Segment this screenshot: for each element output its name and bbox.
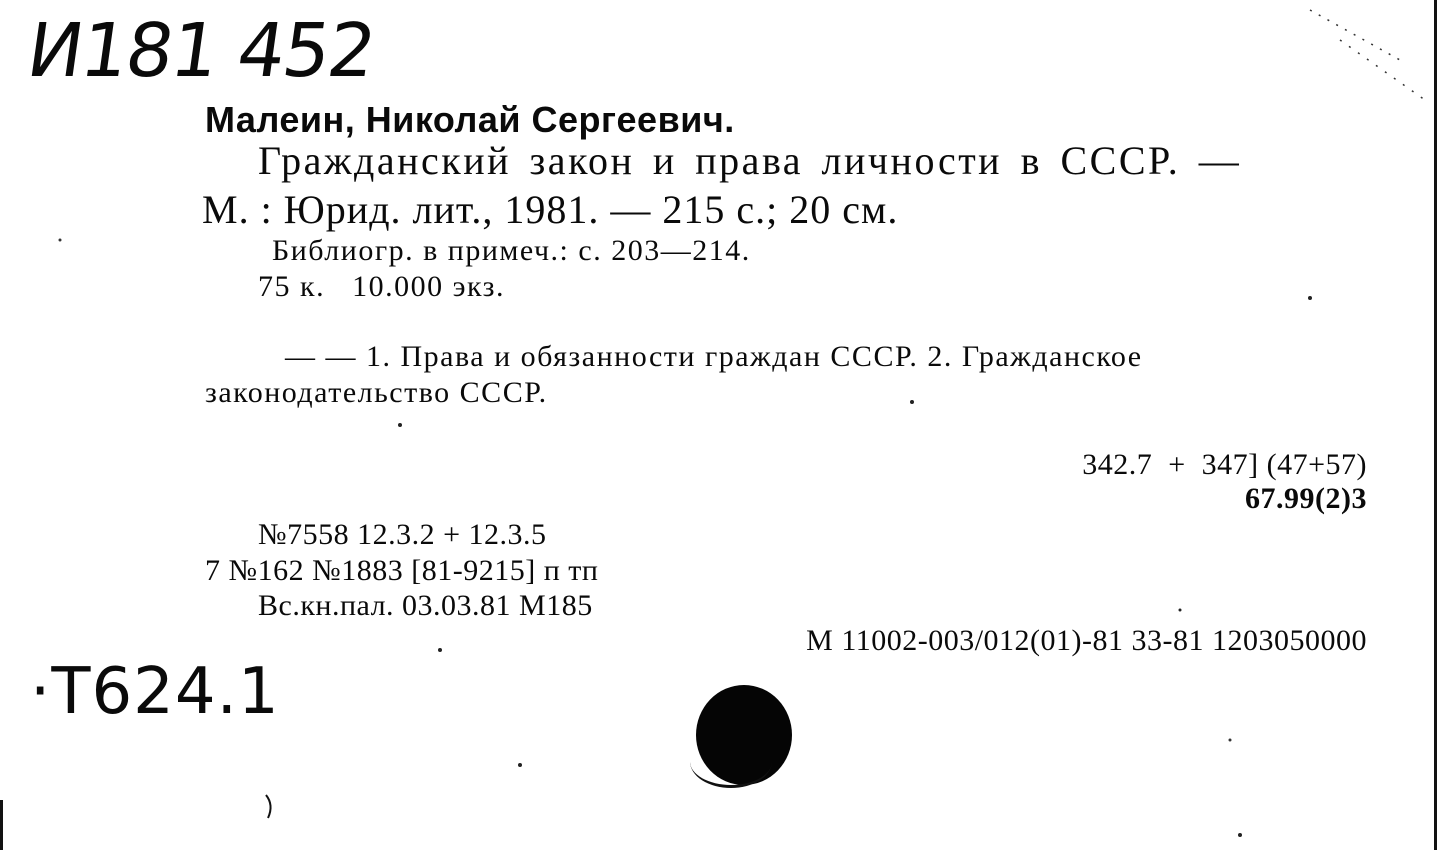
handwritten-shelf-mark-top: И181 452 — [21, 8, 380, 94]
chamber-registration: Вс.кн.пал. 03.03.81 М185 — [258, 589, 593, 622]
subject-headings-line-1: — — 1. Права и обязанности граждан СССР. 2. Гражданское — [285, 340, 1143, 373]
classification-index: 67.99(2)3 — [1245, 482, 1367, 515]
book-title-line: Гражданский закон и права личности в СССР. — — [258, 138, 1242, 183]
subject-headings-line-2: законодательство СССР. — [205, 376, 548, 409]
author-heading: Малеин, Николай Сергеевич. — [205, 99, 735, 140]
control-number-line-1: №7558 12.3.2 + 12.3.5 — [258, 518, 547, 551]
publisher-code: М 11002-003/012(01)-81 33-81 1203050000 — [806, 624, 1367, 657]
bibliography-note: Библиогр. в примеч.: с. 203—214. — [272, 234, 751, 267]
imprint-line: М. : Юрид. лит., 1981. — 215 с.; 20 см. — [202, 187, 899, 232]
punch-hole-shadow — [690, 735, 772, 788]
control-number-line-2: 7 №162 №1883 [81-9215] п тп — [205, 554, 599, 587]
handwritten-shelf-mark-bottom: ·Т624.1 — [30, 655, 280, 729]
price-circulation: 75 к. 10.000 экз. — [258, 270, 505, 303]
classification-number: 342.7 + 347] (47+57) — [1082, 448, 1367, 481]
